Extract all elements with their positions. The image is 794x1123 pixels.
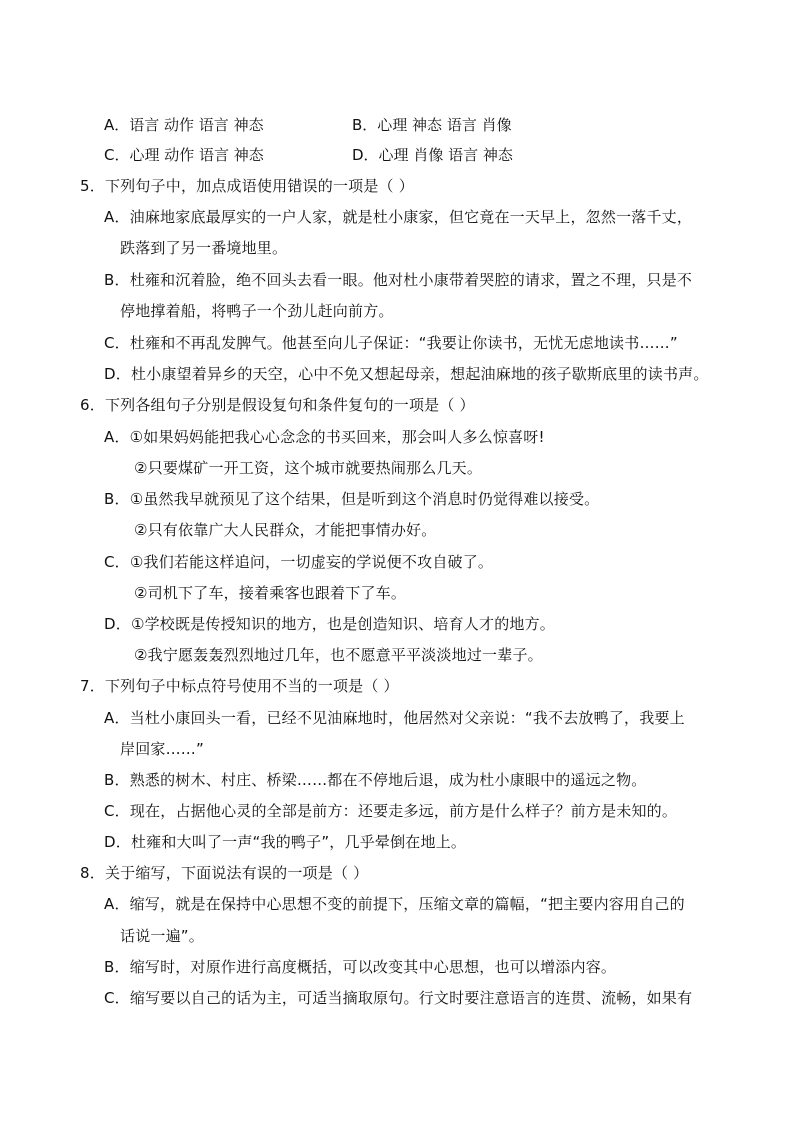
q5-option-b-line1: B．杜雍和沉着脸，绝不回头去看一眼。他对杜小康带着哭腔的请求，置之不理，只是不	[104, 271, 693, 289]
q8-option-b: B．缩写时，对原作进行高度概括，可以改变其中心思想，也可以增添内容。	[104, 958, 617, 976]
q8-option-a-line1: A．缩写，就是在保持中心思想不变的前提下，压缩文章的篇幅，“把主要内容用自己的	[104, 895, 685, 913]
q6-option-c-line2: ②司机下了车，接着乘客也跟着下了车。	[134, 584, 407, 602]
q7-option-a-line1: A．当杜小康回头一看，已经不见油麻地时，他居然对父亲说：“我不去放鸭了，我要上	[104, 709, 685, 727]
q5-option-d: D．杜小康望着异乡的天空，心中不免又想起母亲，想起油麻地的孩子歇斯底里的读书声。	[104, 365, 709, 383]
q7-option-d: D．杜雍和大叫了一声“我的鸭子”，几乎晕倒在地上。	[104, 833, 467, 851]
q7-option-c: C．现在，占据他心灵的全部是前方：还要走多远，前方是什么样子？前方是未知的。	[104, 802, 678, 820]
q5-option-a-line1: A．油麻地家底最厚实的一户人家，就是杜小康家，但它竟在一天早上，忽然一落千丈，	[104, 208, 693, 226]
q8-option-c-line1: C．缩写要以自己的话为主，可适当摘取原句。行文时要注意语言的连贯、流畅，如果有	[104, 989, 693, 1007]
q4-option-d: D．心理 肖像 语言 神态	[352, 146, 513, 164]
q4-option-b: B．心理 神态 语言 肖像	[352, 116, 512, 134]
q6-option-a-line1: A．①如果妈妈能把我心心念念的书买回来，那会叫人多么惊喜呀!	[104, 428, 545, 446]
q8-stem: 8．关于缩写，下面说法有误的一项是（ ）	[80, 864, 369, 882]
q8-option-a-line2: 话说一遍”。	[120, 927, 204, 945]
q4-option-row-1	[104, 115, 512, 135]
q6-option-a-line2: ②只要煤矿一开工资，这个城市就要热闹那么几天。	[134, 459, 483, 477]
q6-option-d-line1: D．①学校既是传授知识的地方，也是创造知识、培育人才的地方。	[104, 615, 556, 633]
q4-option-row-2	[104, 145, 513, 165]
q5-option-a-line2: 跌落到了另一番境地里。	[120, 239, 288, 257]
q7-option-b: B．熟悉的树木、村庄、桥梁……都在不停地后退，成为杜小康眼中的遥远之物。	[104, 771, 647, 789]
q6-option-c-line1: C．①我们若能这样追问，一切虚妄的学说便不攻自破了。	[104, 553, 494, 571]
q5-stem: 5．下列句子中，加点成语使用错误的一项是（ ）	[80, 177, 414, 195]
q5-option-b-line2: 停地撑着船，将鸭子一个劲儿赶向前方。	[120, 302, 394, 320]
q4-option-a: A．语言 动作 语言 神态	[104, 116, 264, 134]
q4-option-c: C．心理 动作 语言 神态	[104, 146, 264, 164]
q7-stem: 7．下列句子中标点符号使用不当的一项是（ ）	[80, 677, 399, 695]
q6-option-b-line1: B．①虽然我早就预见了这个结果，但是听到这个消息时仍觉得难以接受。	[104, 490, 600, 508]
q6-option-d-line2: ②我宁愿轰轰烈烈地过几年，也不愿意平平淡淡地过一辈子。	[134, 646, 543, 664]
q5-option-c: C．杜雍和不再乱发脾气。他甚至向儿子保证：“我要让你读书，无忧无虑地读书……”	[104, 334, 678, 352]
q6-option-b-line2: ②只有依靠广大人民群众，才能把事情办好。	[134, 521, 437, 539]
q6-stem: 6．下列各组句子分别是假设复句和条件复句的一项是（ ）	[80, 396, 475, 414]
q7-option-a-line2: 岸回家……”	[120, 740, 204, 758]
